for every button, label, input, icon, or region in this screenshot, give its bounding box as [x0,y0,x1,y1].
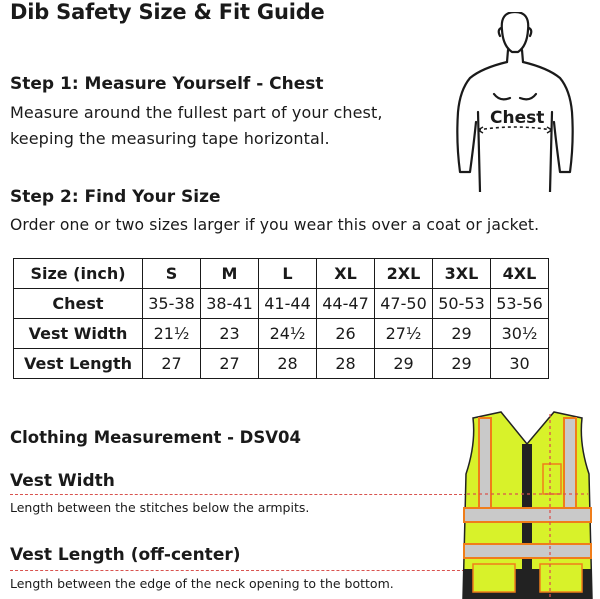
page-title: Dib Safety Size & Fit Guide [10,0,325,24]
table-cell: 29 [375,349,433,379]
table-cell: 47-50 [375,289,433,319]
table-header-cell: M [201,259,259,289]
size-chart-table [13,258,549,379]
table-cell: 26 [317,319,375,349]
clothing-measurement-heading: Clothing Measurement - DSV04 [10,428,301,447]
vest-width-label: Vest Width [10,471,115,491]
step2-text: Order one or two sizes larger if you wear this over a coat or jacket. [10,216,540,234]
table-cell: 30 [491,349,549,379]
step2-heading: Step 2: Find Your Size [10,187,221,207]
table-cell: 41-44 [259,289,317,319]
table-cell: 53-56 [491,289,549,319]
table-row [14,289,549,319]
table-header-cell: S [143,259,201,289]
table-cell: 24½ [259,319,317,349]
table-cell: 27½ [375,319,433,349]
table-header-cell: L [259,259,317,289]
vest-length-arrow-line [10,570,470,571]
step1-text: Measure around the fullest part of your chest, keeping the measuring tape horizontal. [10,103,383,148]
table-row [14,349,549,379]
table-cell: 29 [433,349,491,379]
table-cell: 38-41 [201,289,259,319]
vest-width-arrow-line [10,494,472,495]
table-cell: 28 [259,349,317,379]
table-cell: 30½ [491,319,549,349]
table-header-cell: 3XL [433,259,491,289]
table-header-cell: 2XL [375,259,433,289]
step1-heading: Step 1: Measure Yourself - Chest [10,74,324,94]
vest-length-description: Length between the edge of the neck opening to the bottom. [10,576,394,591]
table-header-row [14,259,549,289]
row-label: Vest Width [14,319,143,349]
row-label: Vest Length [14,349,143,379]
table-cell: 44-47 [317,289,375,319]
table-cell: 21½ [143,319,201,349]
table-cell: 50-53 [433,289,491,319]
table-cell: 29 [433,319,491,349]
chest-label: Chest [490,108,545,128]
table-row [14,319,549,349]
table-header-cell: Size (inch) [14,259,143,289]
vest-length-label: Vest Length (off-center) [10,545,241,565]
chest-figure-illustration [440,12,590,192]
table-cell: 23 [201,319,259,349]
table-cell: 27 [201,349,259,379]
safety-vest-illustration [455,404,600,599]
table-cell: 28 [317,349,375,379]
table-header-cell: XL [317,259,375,289]
table-cell: 27 [143,349,201,379]
table-cell: 35-38 [143,289,201,319]
table-header-cell: 4XL [491,259,549,289]
row-label: Chest [14,289,143,319]
vest-width-description: Length between the stitches below the armpits. [10,500,310,515]
